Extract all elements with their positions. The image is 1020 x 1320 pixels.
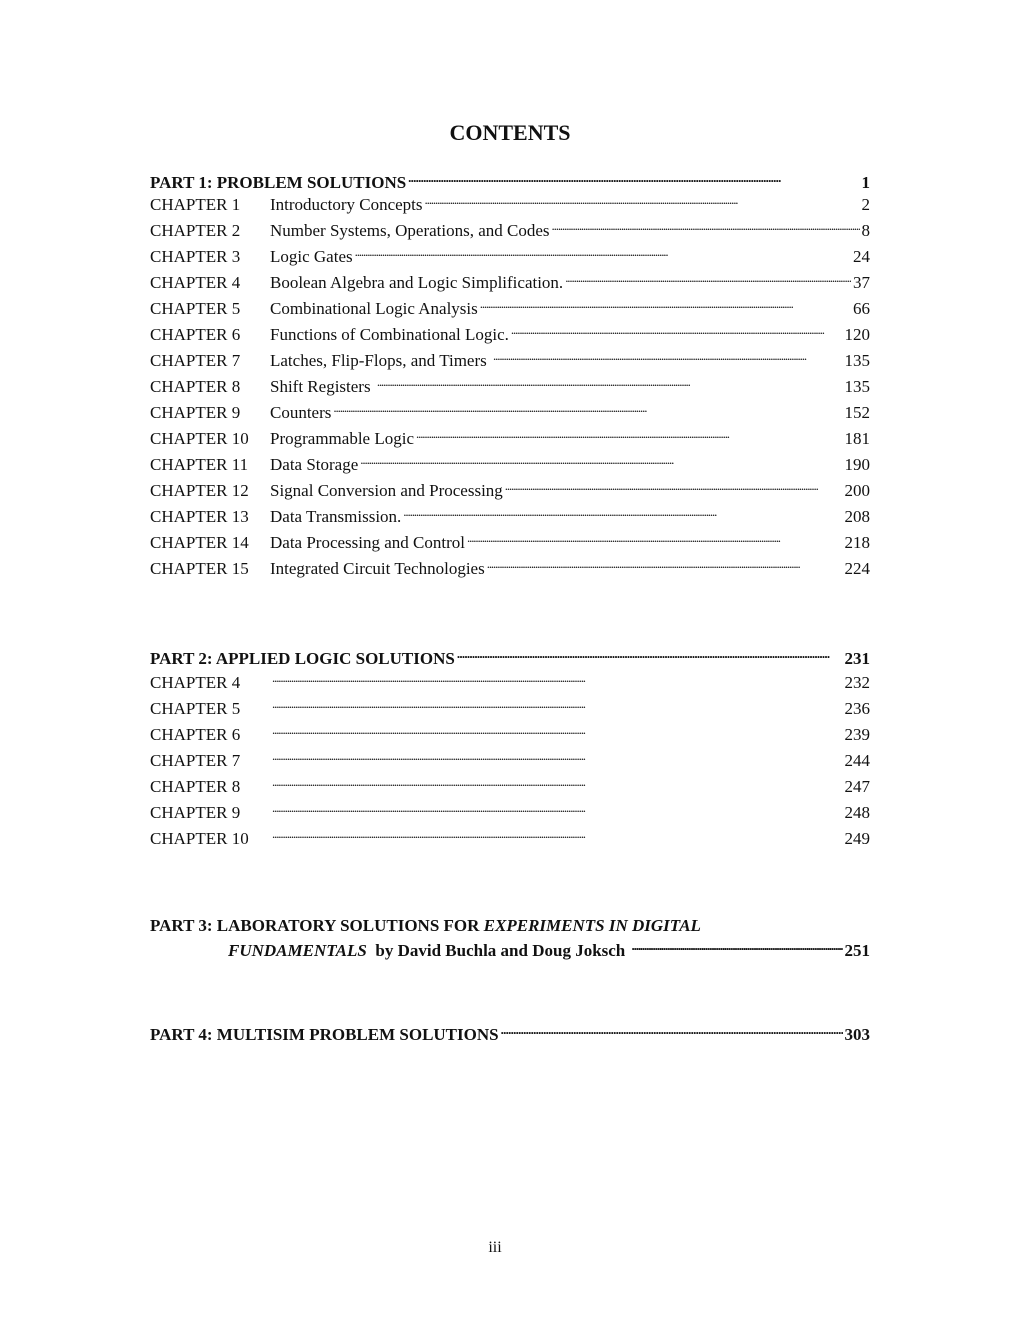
page-number: 236 — [844, 699, 870, 718]
chapter-row[interactable] — [150, 824, 870, 850]
toc-part-1 — [150, 168, 870, 580]
dot-leader — [353, 242, 851, 262]
page-number: 224 — [844, 559, 870, 578]
chapter-row[interactable] — [150, 320, 870, 346]
dot-leader — [358, 450, 842, 470]
part-heading[interactable] — [150, 168, 870, 190]
book-title-part-2: FUNDAMENTALS — [228, 941, 367, 960]
chapter-title: Number Systems, Operations, and Codes — [270, 221, 550, 240]
chapter-list — [150, 190, 870, 580]
chapter-row[interactable] — [150, 268, 870, 294]
dot-leader — [509, 320, 843, 340]
chapter-row[interactable] — [150, 668, 870, 694]
page-number: 66 — [853, 299, 870, 318]
chapter-title: Introductory Concepts — [270, 195, 423, 214]
chapter-row[interactable] — [150, 450, 870, 476]
toc-part-4 — [150, 1020, 870, 1042]
dot-leader — [331, 398, 842, 418]
dot-leader — [375, 372, 843, 392]
chapter-row[interactable] — [150, 720, 870, 746]
page-number: 135 — [844, 351, 870, 370]
page-number: 232 — [844, 673, 870, 692]
page-number: 181 — [844, 429, 870, 448]
part-heading[interactable] — [150, 644, 870, 666]
dot-leader — [406, 168, 859, 188]
page-number: 218 — [844, 533, 870, 552]
part-label: PART 4: MULTISIM PROBLEM SOLUTIONS — [150, 1025, 499, 1044]
footer-page-number: iii — [488, 1239, 502, 1256]
chapter-title: Latches, Flip-Flops, and Timers — [270, 351, 492, 370]
page-number: 190 — [844, 455, 870, 474]
dot-leader — [478, 294, 851, 314]
toc-part-3[interactable] — [150, 916, 870, 961]
part-heading[interactable] — [150, 1020, 870, 1042]
page-number: 251 — [844, 941, 870, 960]
chapter-row[interactable] — [150, 190, 870, 216]
dot-leader — [270, 772, 843, 792]
chapter-row[interactable] — [150, 216, 870, 242]
page-title: CONTENTS — [449, 120, 571, 145]
chapter-label: CHAPTER 1 — [150, 195, 241, 214]
chapter-row[interactable] — [150, 694, 870, 720]
chapter-label: CHAPTER 13 — [150, 507, 249, 526]
chapter-title: Programmable Logic — [270, 429, 414, 448]
chapter-row[interactable] — [150, 554, 870, 580]
chapter-row[interactable] — [150, 798, 870, 824]
chapter-label: CHAPTER 3 — [150, 247, 241, 266]
part-heading-line-2 — [150, 936, 870, 961]
part-label: PART 2: APPLIED LOGIC SOLUTIONS — [150, 649, 455, 668]
page-number: 244 — [844, 751, 870, 770]
chapter-label: CHAPTER 8 — [150, 377, 241, 396]
chapter-row[interactable] — [150, 476, 870, 502]
chapter-row[interactable] — [150, 424, 870, 450]
chapter-label: CHAPTER 5 — [150, 299, 241, 318]
dot-leader — [270, 694, 843, 714]
chapter-title: Signal Conversion and Processing — [270, 481, 503, 500]
chapter-title: Integrated Circuit Technologies — [270, 559, 485, 578]
chapter-title: Logic Gates — [270, 247, 353, 266]
dot-leader — [270, 668, 843, 688]
page-number: 249 — [844, 829, 870, 848]
chapter-label: CHAPTER 7 — [150, 751, 241, 770]
chapter-title: Data Processing and Control — [270, 533, 465, 552]
page-number: 247 — [844, 777, 870, 796]
dot-leader — [485, 554, 843, 574]
dot-leader — [414, 424, 843, 444]
dot-leader — [270, 746, 843, 766]
page-number: 152 — [844, 403, 870, 422]
chapter-title: Data Storage — [270, 455, 359, 474]
chapter-row[interactable] — [150, 746, 870, 772]
dot-leader — [270, 824, 843, 844]
chapter-row[interactable] — [150, 242, 870, 268]
chapter-row[interactable] — [150, 502, 870, 528]
dot-leader — [423, 190, 860, 210]
page-number: 239 — [844, 725, 870, 744]
chapter-label: CHAPTER 6 — [150, 725, 241, 744]
chapter-label: CHAPTER 11 — [150, 455, 249, 474]
dot-leader — [503, 476, 843, 496]
chapter-label: CHAPTER 2 — [150, 221, 241, 240]
chapter-title: Boolean Algebra and Logic Simplification. — [270, 273, 564, 292]
page-number: 37 — [853, 273, 870, 292]
toc-part-2 — [150, 644, 870, 850]
page-number: 8 — [861, 221, 870, 240]
chapter-title: Functions of Combinational Logic. — [270, 325, 509, 344]
page-number: 1 — [861, 173, 870, 192]
chapter-row[interactable] — [150, 528, 870, 554]
chapter-row[interactable] — [150, 398, 870, 424]
page-number: 120 — [844, 325, 870, 344]
dot-leader — [630, 936, 843, 956]
chapter-label: CHAPTER 6 — [150, 325, 241, 344]
page-number: 303 — [844, 1025, 870, 1044]
dot-leader — [270, 720, 843, 740]
chapter-title: Shift Registers — [270, 377, 375, 396]
part-label: PART 1: PROBLEM SOLUTIONS — [150, 173, 407, 192]
dot-leader — [491, 346, 842, 366]
dot-leader — [499, 1020, 843, 1040]
chapter-label: CHAPTER 10 — [150, 429, 249, 448]
chapter-label: CHAPTER 10 — [150, 829, 249, 848]
page-number: 248 — [844, 803, 870, 822]
chapter-label: CHAPTER 12 — [150, 481, 249, 500]
page-number: 200 — [844, 481, 870, 500]
book-title-part-1: EXPERIMENTS IN DIGITAL — [483, 916, 701, 935]
page-number: 208 — [844, 507, 870, 526]
page-number: 2 — [861, 195, 870, 214]
chapter-label: CHAPTER 9 — [150, 403, 241, 422]
chapter-title: Data Transmission. — [270, 507, 402, 526]
chapter-list — [150, 668, 870, 850]
part-label: PART 3: LABORATORY SOLUTIONS FOR — [150, 916, 484, 935]
chapter-row[interactable] — [150, 294, 870, 320]
page-number: 135 — [844, 377, 870, 396]
chapter-label: CHAPTER 8 — [150, 777, 241, 796]
page-number: 24 — [853, 247, 870, 266]
book-authors: by David Buchla and Doug Joksch — [366, 941, 630, 960]
chapter-label: CHAPTER 5 — [150, 699, 241, 718]
dot-leader — [455, 644, 843, 664]
chapter-title: Combinational Logic Analysis — [270, 299, 478, 318]
chapter-row[interactable] — [150, 372, 870, 398]
chapter-title: Counters — [270, 403, 332, 422]
dot-leader — [465, 528, 843, 548]
chapter-row[interactable] — [150, 346, 870, 372]
page-number: 231 — [844, 649, 870, 668]
chapter-label: CHAPTER 15 — [150, 559, 249, 578]
chapter-label: CHAPTER 4 — [150, 673, 241, 692]
chapter-label: CHAPTER 4 — [150, 273, 241, 292]
dot-leader — [563, 268, 851, 288]
dot-leader — [270, 798, 843, 818]
chapter-label: CHAPTER 14 — [150, 533, 249, 552]
chapter-row[interactable] — [150, 772, 870, 798]
dot-leader — [401, 502, 842, 522]
chapter-label: CHAPTER 7 — [150, 351, 241, 370]
dot-leader — [550, 216, 860, 236]
part-heading-line-1 — [150, 916, 870, 936]
chapter-label: CHAPTER 9 — [150, 803, 241, 822]
